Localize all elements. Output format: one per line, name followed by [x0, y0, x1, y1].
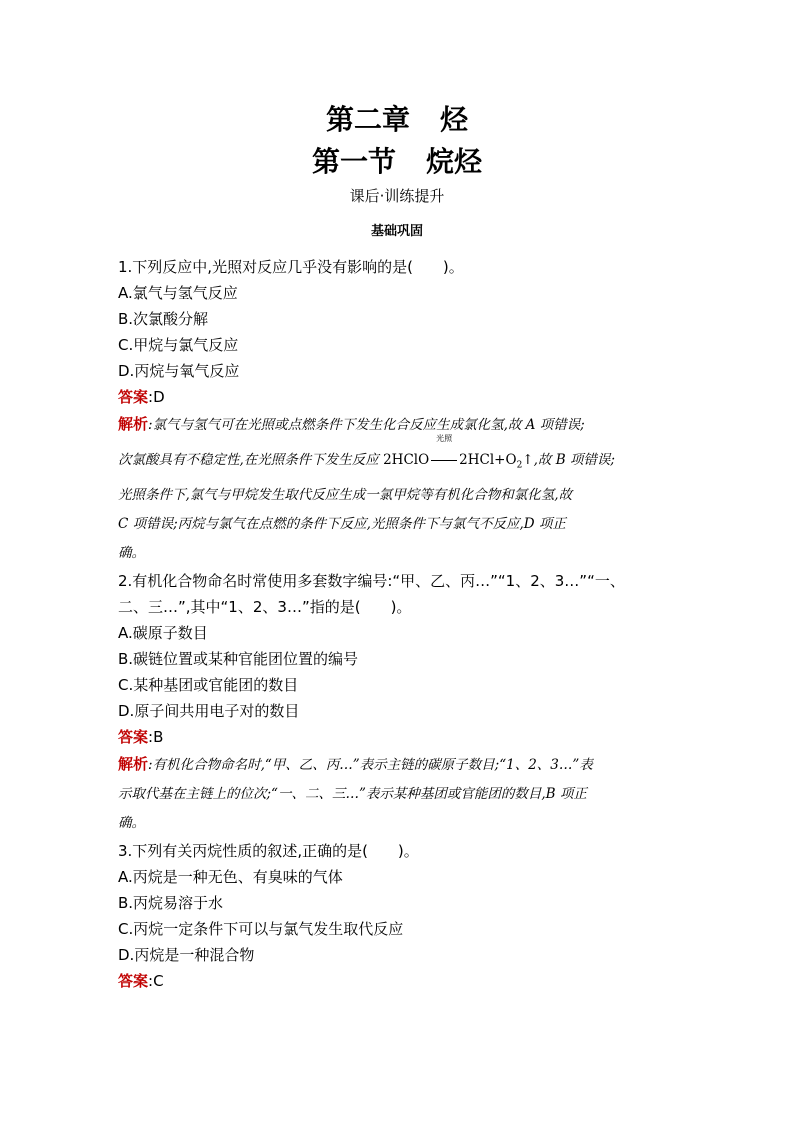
q3-option-b: B.丙烷易溶于水	[118, 893, 224, 912]
reaction-product: $2HCl+O_2↑$	[459, 452, 534, 471]
section-number: 第一节	[311, 145, 396, 178]
q1-stem: 1.下列反应中,光照对反应几乎没有影响的是( )。	[118, 258, 464, 276]
answer-label: 答案	[118, 388, 149, 406]
q3-answer	[118, 968, 674, 994]
q2-option-b: B.碳链位置或某种官能团位置的编号	[118, 649, 359, 668]
question-body	[118, 254, 674, 994]
q2-option-d: D.原子间共用电子对的数目	[118, 701, 300, 720]
q2-option-c: C.某种基团或官能团的数目	[118, 675, 299, 694]
q2-answer	[118, 724, 674, 750]
q3-stem: 3.下列有关丙烷性质的叙述,正确的是( )。	[118, 841, 419, 860]
q1-exp-line-2: 次氯酸具有不稳定性,在光照条件下发生反应 2HClO 光照 $2HCl+O_2↑$,故 B 项错误;	[118, 440, 674, 481]
subtitle: 课后·训练提升	[349, 187, 445, 205]
q1-exp-line-5: 确。	[118, 544, 145, 561]
q3-option-a: A.丙烷是一种无色、有臭味的气体	[118, 867, 343, 886]
explanation-label: 解析	[118, 754, 149, 773]
q2-stem-line-2: 二、三…”,其中“1、2、3…”指的是( )。	[118, 597, 412, 616]
q1-explanation	[118, 410, 674, 568]
q3-option-c: C.丙烷一定条件下可以与氯气发生取代反应	[118, 919, 404, 938]
q1-exp-line-3: 光照条件下,氯气与甲烷发生取代反应生成一氯甲烷等有机化合物和氯化氢,故	[118, 486, 573, 503]
part-heading: 基础巩固	[370, 224, 423, 239]
chapter-topic: 烃	[440, 103, 469, 136]
q2-option-a: A.碳原子数目	[118, 623, 208, 642]
reaction-reactant: 2HClO	[383, 452, 430, 468]
q1-exp-line-4: C 项错误;丙烷与氯气在点燃的条件下反应,光照条件下与氯气不反应,D 项正	[118, 515, 566, 532]
q1-answer-value: :D	[148, 388, 165, 406]
reaction-condition-text: 光照	[436, 434, 453, 443]
q2-exp-line-3: 确。	[118, 814, 145, 831]
q3-option-d: D.丙烷是一种混合物	[118, 945, 255, 964]
q2-exp-line-2: 示取代基在主链上的位次;“一、二、三…”表示某种基团或官能团的数目,B 项正	[118, 785, 587, 802]
q1-exp-line-1: 解析:氯气与氢气可在光照或点燃条件下发生化合反应生成氯化氢,故 A 项错误;	[118, 415, 585, 433]
section-topic: 烷烃	[426, 145, 483, 178]
section-title	[0, 142, 794, 182]
q3-answer-value: :C	[148, 971, 164, 990]
chapter-title	[0, 100, 794, 140]
chapter-number: 第二章	[325, 103, 410, 136]
q2-explanation	[118, 750, 674, 838]
q1-option-b: B.次氯酸分解	[118, 310, 209, 328]
reaction-condition-arrow	[429, 434, 459, 475]
answer-label: 答案	[118, 727, 149, 746]
q1-option-a: A.氯气与氢气反应	[118, 284, 238, 302]
q2-exp-line-1: 解析:有机化合物命名时,“甲、乙、丙…”表示主链的碳原子数目;“1、2、3…”表	[118, 754, 593, 773]
answer-label: 答案	[118, 971, 149, 990]
q1-option-d: D.丙烷与氧气反应	[118, 362, 240, 380]
q2-stem-line-1: 2.有机化合物命名时常使用多套数字编号:“甲、乙、丙…”“1、2、3…”“一、	[118, 571, 625, 590]
explanation-label: 解析	[118, 415, 149, 433]
q2-answer-value: :B	[148, 727, 164, 746]
q1-answer	[118, 384, 674, 410]
q1-option-c: C.甲烷与氯气反应	[118, 336, 239, 354]
